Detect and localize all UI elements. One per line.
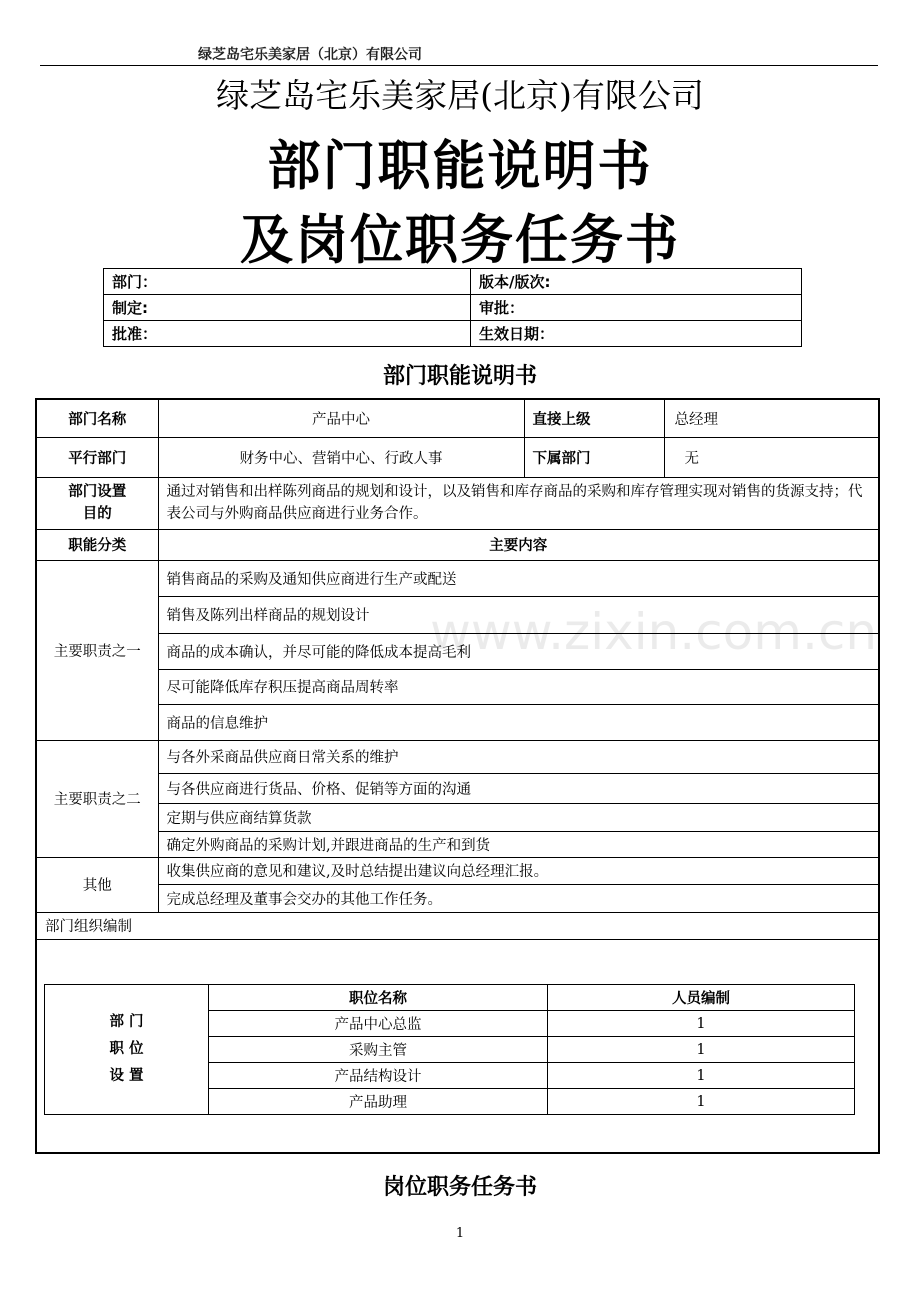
- purpose-label: [36, 477, 158, 529]
- duty-item: 与各供应商进行货品、价格、促销等方面的沟通: [158, 773, 879, 803]
- category-header: 职能分类: [36, 529, 158, 560]
- duty-item: 定期与供应商结算货款: [158, 803, 879, 831]
- org-side-label: [45, 985, 209, 1115]
- superior-value: 总经理: [664, 399, 879, 437]
- duty-item: 销售及陈列出样商品的规划设计: [158, 596, 879, 633]
- meta-approved: 批准：: [104, 321, 471, 347]
- meta-dept: 部门：: [104, 269, 471, 295]
- org-row-count: 1: [548, 1089, 855, 1115]
- sub-dept-value: 无: [664, 437, 879, 477]
- section-title-job-task: 岗位职务任务书: [382, 1174, 537, 1200]
- doc-title-line2: 及岗位职务任务书: [240, 209, 680, 271]
- sub-dept-label: 下属部门: [524, 437, 664, 477]
- section-title-dept-function: 部门职能说明书: [382, 363, 537, 389]
- org-side-line2: 职 位: [109, 1041, 144, 1057]
- header-rule: [40, 65, 878, 66]
- purpose-label-line1: 部门设置: [68, 484, 127, 500]
- duty-item: 收集供应商的意见和建议,及时总结提出建议向总经理汇报。: [158, 857, 879, 884]
- duty-item: 商品的成本确认，并尽可能的降低成本提高毛利: [158, 633, 879, 669]
- dept-name-label: 部门名称: [36, 399, 158, 437]
- duty-item: 尽可能降低库存积压提高商品周转率: [158, 669, 879, 704]
- duty-item: 与各外采商品供应商日常关系的维护: [158, 740, 879, 773]
- duty-item: 确定外购商品的采购计划,并跟进商品的生产和到货: [158, 831, 879, 857]
- company-title: 绿芝岛宅乐美家居(北京)有限公司: [216, 76, 704, 115]
- org-row-position: 采购主管: [209, 1037, 548, 1063]
- parallel-value: 财务中心、营销中心、行政人事: [158, 437, 524, 477]
- org-row-count: 1: [548, 1063, 855, 1089]
- org-side-line1: 部 门: [109, 1014, 144, 1030]
- dept-name-value: 产品中心: [158, 399, 524, 437]
- duty-item: 完成总经理及董事会交办的其他工作任务。: [158, 884, 879, 912]
- org-row-position: 产品中心总监: [209, 1011, 548, 1037]
- parallel-label: 平行部门: [36, 437, 158, 477]
- superior-label: 直接上级: [524, 399, 664, 437]
- org-position-table: [44, 984, 855, 1115]
- org-row-position: 产品助理: [209, 1089, 548, 1115]
- meta-table: [103, 268, 802, 347]
- duty-group1-label: 主要职责之一: [36, 560, 158, 740]
- content-header: 主要内容: [158, 529, 879, 560]
- col-position-header: 职位名称: [209, 985, 548, 1011]
- header-company: 绿芝岛宅乐美家居（北京）有限公司: [198, 47, 422, 63]
- org-side-line3: 设 置: [109, 1068, 144, 1084]
- org-row-count: 1: [548, 1011, 855, 1037]
- doc-title-line1: 部门职能说明书: [267, 135, 653, 197]
- meta-version: 版本/版次:: [471, 269, 802, 295]
- org-row-count: 1: [548, 1037, 855, 1063]
- purpose-value: 通过对销售和出样陈列商品的规划和设计，以及销售和库存商品的采购和库存管理实现对销售的货源支持；代表公司与外购商品供应商进行业务合作。: [158, 477, 879, 529]
- col-count-header: 人员编制: [548, 985, 855, 1011]
- duty-item: 商品的信息维护: [158, 704, 879, 740]
- meta-reviewed: 审批：: [471, 295, 802, 321]
- page-number: 1: [455, 1226, 465, 1241]
- duty-group3-label: 其他: [36, 857, 158, 912]
- watermark: www.zixin.com.cn: [430, 603, 878, 661]
- org-row-position: 产品结构设计: [209, 1063, 548, 1089]
- meta-effective: 生效日期：: [471, 321, 802, 347]
- duty-item: 销售商品的采购及通知供应商进行生产或配送: [158, 560, 879, 596]
- org-title: 部门组织编制: [36, 912, 879, 939]
- purpose-label-line2: 目的: [82, 506, 112, 522]
- meta-drafted: 制定:: [104, 295, 471, 321]
- duty-group2-label: 主要职责之二: [36, 740, 158, 857]
